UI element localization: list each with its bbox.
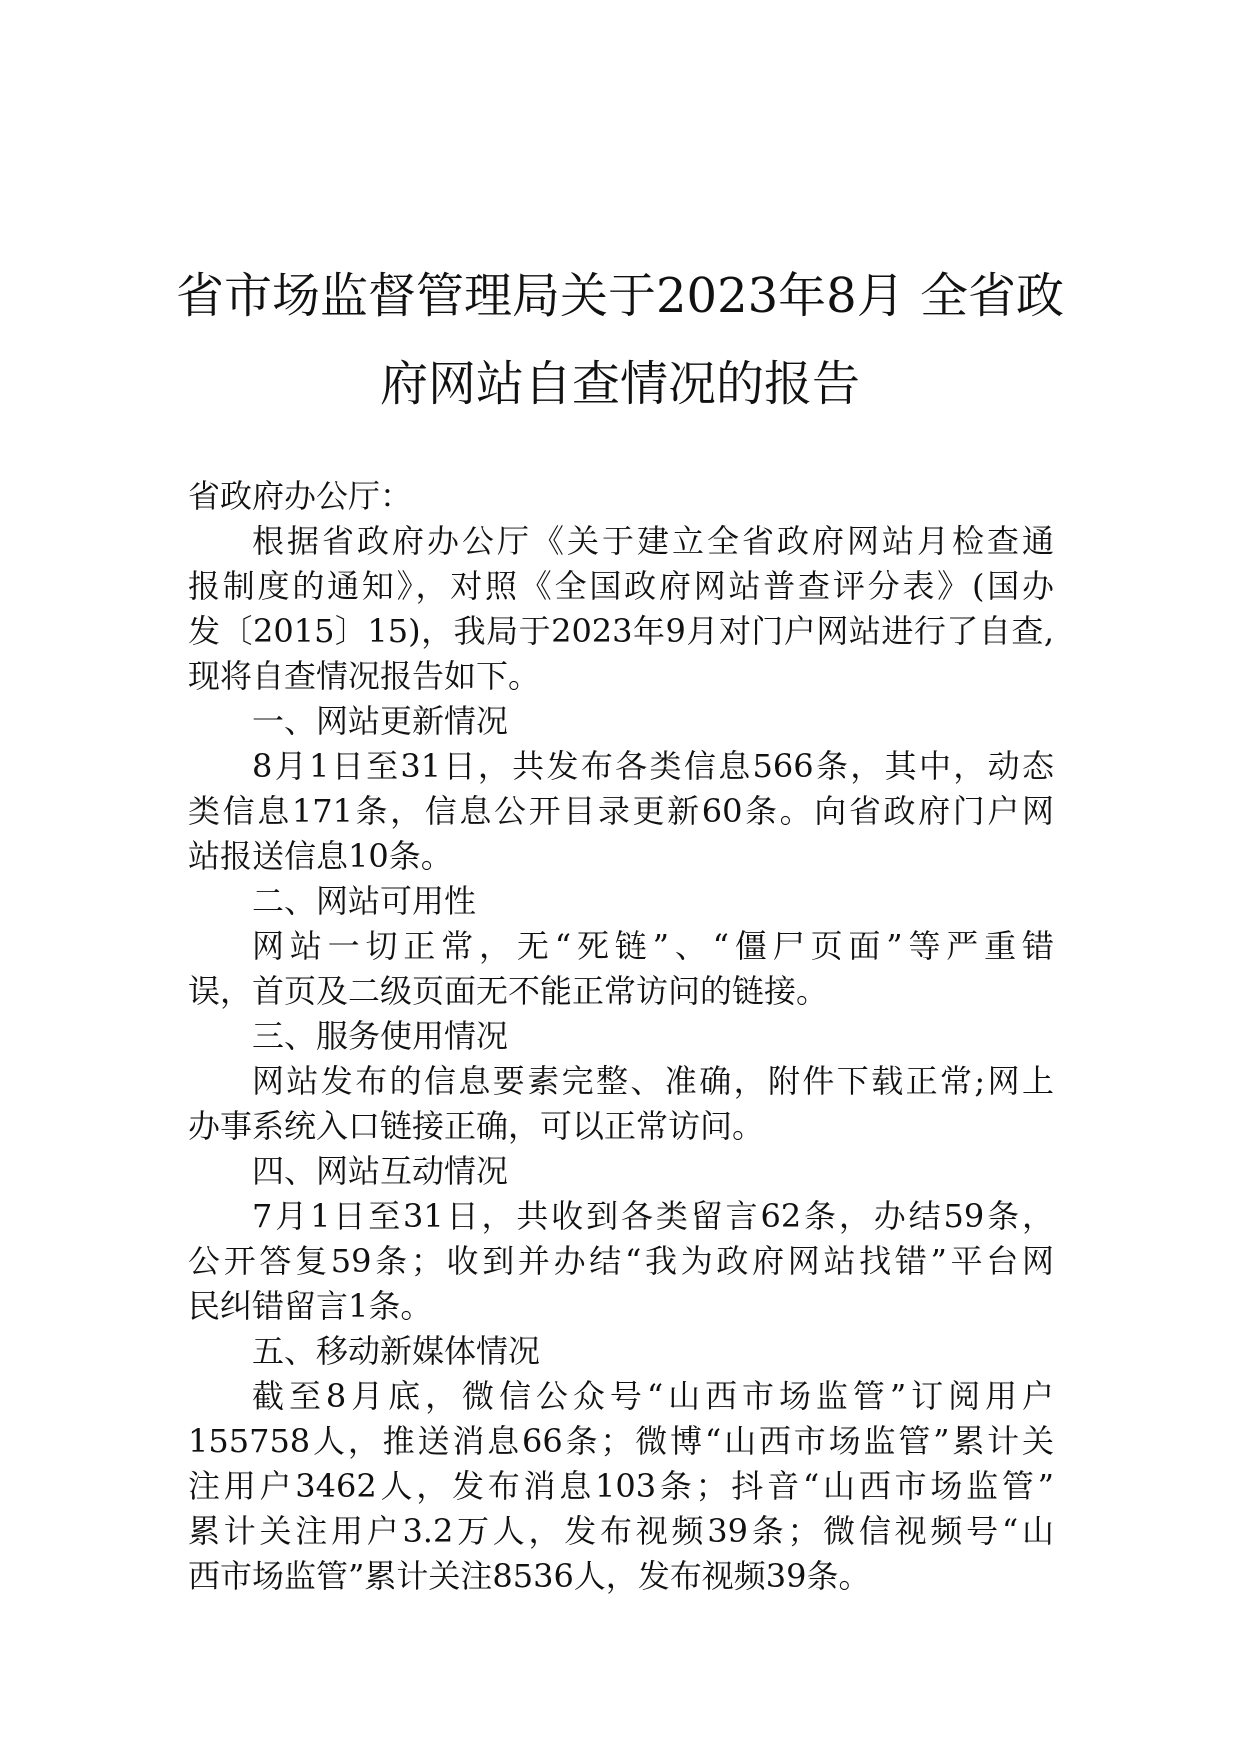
paragraph-line: 办事系统入口链接正确，可以正常访问。: [188, 1107, 765, 1145]
paragraph-line: 155758人，推送消息66条；微博“山西市场监管”累计关: [188, 1422, 1054, 1460]
paragraph-line: 现将自查情况报告如下。: [188, 657, 541, 695]
paragraph-line: 网站一切正常，无“死链”、“僵尸页面”等严重错: [252, 927, 1054, 965]
paragraph-line: 网站发布的信息要素完整、准确，附件下载正常;网上: [252, 1062, 1054, 1100]
section-heading-3: 三、服务使用情况: [252, 1017, 509, 1055]
paragraph-line: 误，首页及二级页面无不能正常访问的链接。: [188, 972, 829, 1010]
document-body: [188, 474, 1054, 1599]
paragraph-line: 西市场监管”累计关注8536人，发布视频39条。: [188, 1557, 871, 1595]
document-title: [150, 252, 1090, 428]
paragraph-line: 7月1日至31日，共收到各类留言62条，办结59条，: [252, 1197, 1054, 1235]
paragraph-line: 民纠错留言1条。: [188, 1287, 433, 1325]
paragraph-line: 截至8月底，微信公众号“山西市场监管”订阅用户: [252, 1377, 1054, 1415]
section-heading-2: 二、网站可用性: [252, 882, 477, 920]
section-heading-1: 一、网站更新情况: [252, 702, 509, 740]
salutation: 省政府办公厅：: [188, 477, 413, 515]
paragraph-line: 累计关注用户3.2万人，发布视频39条；微信视频号“山: [188, 1512, 1054, 1550]
paragraph-line: 公开答复59条；收到并办结“我为政府网站找错”平台网: [188, 1242, 1054, 1280]
paragraph-line: 根据省政府办公厅《关于建立全省政府网站月检查通: [252, 522, 1054, 560]
paragraph-line: 发〔2015〕15)，我局于2023年9月对门户网站进行了自查,: [188, 612, 1054, 650]
paragraph-line: 注用户3462人，发布消息103条；抖音“山西市场监管”: [188, 1467, 1054, 1505]
title-line-2: 府网站自查情况的报告: [379, 356, 860, 412]
section-heading-5: 五、移动新媒体情况: [252, 1332, 541, 1370]
paragraph-line: 报制度的通知》，对照《全国政府网站普查评分表》(国办: [188, 567, 1054, 605]
paragraph-line: 站报送信息10条。: [188, 837, 453, 875]
section-heading-4: 四、网站互动情况: [252, 1152, 509, 1190]
paragraph-line: 类信息171条，信息公开目录更新60条。向省政府门户网: [188, 792, 1054, 830]
paragraph-line: 8月1日至31日，共发布各类信息566条，其中，动态: [252, 747, 1054, 785]
title-line-1: 省市场监督管理局关于2023年8月 全省政: [176, 268, 1064, 324]
